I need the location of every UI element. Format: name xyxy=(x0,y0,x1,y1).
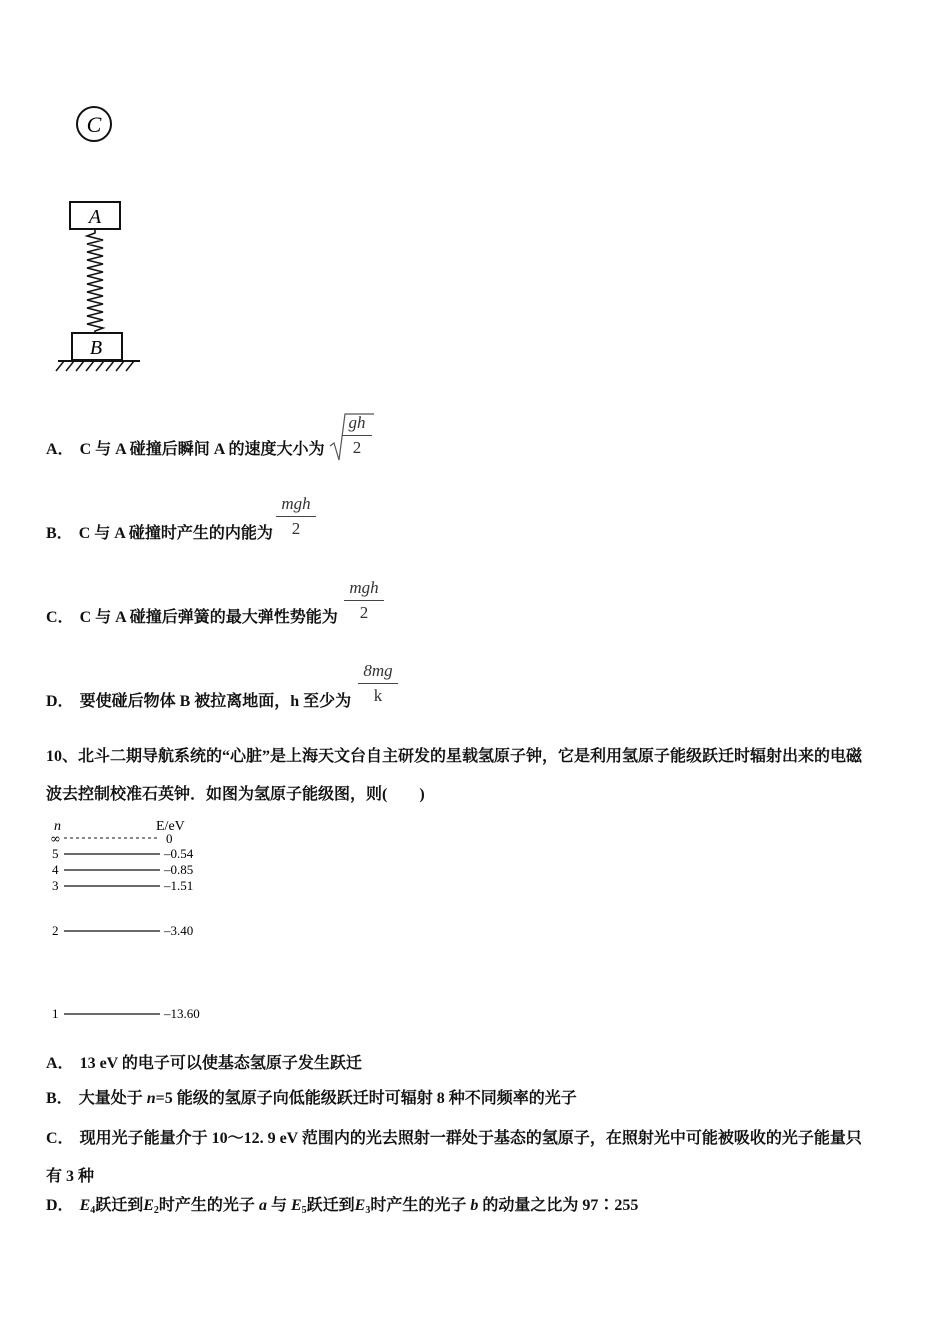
q9-option-d-fraction xyxy=(358,661,398,706)
option-label: A． xyxy=(46,441,74,458)
level-n-1: 1 xyxy=(52,1006,59,1021)
fraction-numerator: gh xyxy=(348,413,366,432)
text-t2b: 时产生的光子 xyxy=(370,1197,467,1214)
text-t3: 与 xyxy=(270,1197,287,1214)
q10-option-c xyxy=(46,1120,862,1196)
option-c-line2: 有 3 种 xyxy=(46,1168,95,1185)
option-text: 13 eV 的电子可以使基态氢原子发生跃迁 xyxy=(79,1055,362,1072)
level-e-3: –1.51 xyxy=(164,878,194,893)
text-t4: 的动量之比为 97∶255 xyxy=(482,1197,639,1214)
text-t1b: 跃迁到 xyxy=(306,1197,355,1214)
option-text: 要使碰后物体 B 被拉离地面，h 至少为 xyxy=(79,693,352,710)
option-label: D． xyxy=(46,1197,74,1214)
q9-option-d xyxy=(46,688,351,711)
fraction-numerator: mgh xyxy=(281,494,311,513)
q9-option-b-fraction xyxy=(276,494,316,539)
option-label: C． xyxy=(46,1130,74,1147)
sub-4: 4 xyxy=(90,1205,96,1216)
sub-2: 2 xyxy=(153,1205,159,1216)
ball-c-label: C xyxy=(86,112,102,137)
level-n-5: 5 xyxy=(52,846,59,861)
sub-3: 3 xyxy=(365,1205,371,1216)
q9-option-a xyxy=(46,436,324,459)
ground-hatching xyxy=(56,361,134,371)
n-header: n xyxy=(54,819,61,834)
option-text: C 与 A 碰撞时产生的内能为 xyxy=(78,525,273,542)
q9-option-c-fraction xyxy=(344,578,384,623)
sub-5: 5 xyxy=(301,1205,307,1216)
q10-stem-line2: 波去控制校准石英钟．如图为氢原子能级图，则( ) xyxy=(46,786,425,803)
option-c-line1 xyxy=(46,1120,862,1158)
fraction-denominator: k xyxy=(373,686,383,705)
level-e-2: –3.40 xyxy=(164,923,194,938)
fraction-denominator: 2 xyxy=(291,519,301,538)
var-a: a xyxy=(258,1197,267,1214)
option-label: A． xyxy=(46,1055,74,1072)
level-n-inf: ∞ xyxy=(50,832,61,847)
spring-figure-svg xyxy=(50,100,150,380)
q9-option-a-fraction xyxy=(342,413,372,458)
var-n: n xyxy=(146,1090,156,1107)
option-text: 现用光子能量介于 10～12. 9 eV 范围内的光去照射一群处于基态的氢原子，在照射光中可能被吸收的光子能量只 xyxy=(79,1130,862,1147)
var-b: b xyxy=(470,1197,479,1214)
level-n-3: 3 xyxy=(52,878,59,893)
q10-option-d xyxy=(46,1192,638,1216)
var-e2: E xyxy=(143,1197,154,1214)
level-e-4: –0.85 xyxy=(164,862,194,877)
e-header: E/eV xyxy=(156,819,185,834)
option-label: D． xyxy=(46,693,74,710)
q9-option-c xyxy=(46,604,338,627)
block-b-label: B xyxy=(89,337,103,359)
text-t2: 时产生的光子 xyxy=(158,1197,255,1214)
energy-level-diagram xyxy=(46,816,216,1026)
var-e3: E xyxy=(354,1197,366,1214)
level-e-5: –0.54 xyxy=(164,846,194,861)
q10-stem-line1: 10、北斗二期导航系统的“心脏”是上海天文台自主研发的星载氢原子钟，它是利用氢原子能级跃迁时辐射出来的电磁 xyxy=(46,748,863,765)
level-e-inf: 0 xyxy=(166,831,173,846)
option-label: B． xyxy=(46,1090,73,1107)
fraction-numerator: mgh xyxy=(349,578,379,597)
option-label: B． xyxy=(46,525,73,542)
fraction-numerator: 8mg xyxy=(363,661,393,680)
level-n-4: 4 xyxy=(52,862,59,877)
option-text-pre: 大量处于 xyxy=(78,1090,147,1107)
fraction-denominator: 2 xyxy=(359,603,369,622)
spring-figure xyxy=(50,100,150,380)
q10-option-a xyxy=(46,1050,362,1073)
option-label: C． xyxy=(46,609,74,626)
spring xyxy=(87,229,103,333)
option-text: C 与 A 碰撞后瞬间 A 的速度大小为 xyxy=(79,441,325,458)
level-n-2: 2 xyxy=(52,923,59,938)
q10-stem xyxy=(46,738,916,814)
q10-option-b xyxy=(46,1085,577,1108)
q9-option-b xyxy=(46,520,273,543)
option-text: C 与 A 碰撞后弹簧的最大弹性势能为 xyxy=(79,609,338,626)
var-e4: E xyxy=(79,1197,91,1214)
energy-level-svg xyxy=(46,816,216,1026)
var-e5: E xyxy=(290,1197,302,1214)
level-e-1: –13.60 xyxy=(164,1006,200,1021)
text-t1: 跃迁到 xyxy=(95,1197,144,1214)
fraction-denominator: 2 xyxy=(352,438,362,457)
block-a-label: A xyxy=(88,206,102,228)
option-text-post: =5 能级的氢原子向低能级跃迁时可辐射 8 种不同频率的光子 xyxy=(155,1090,577,1107)
